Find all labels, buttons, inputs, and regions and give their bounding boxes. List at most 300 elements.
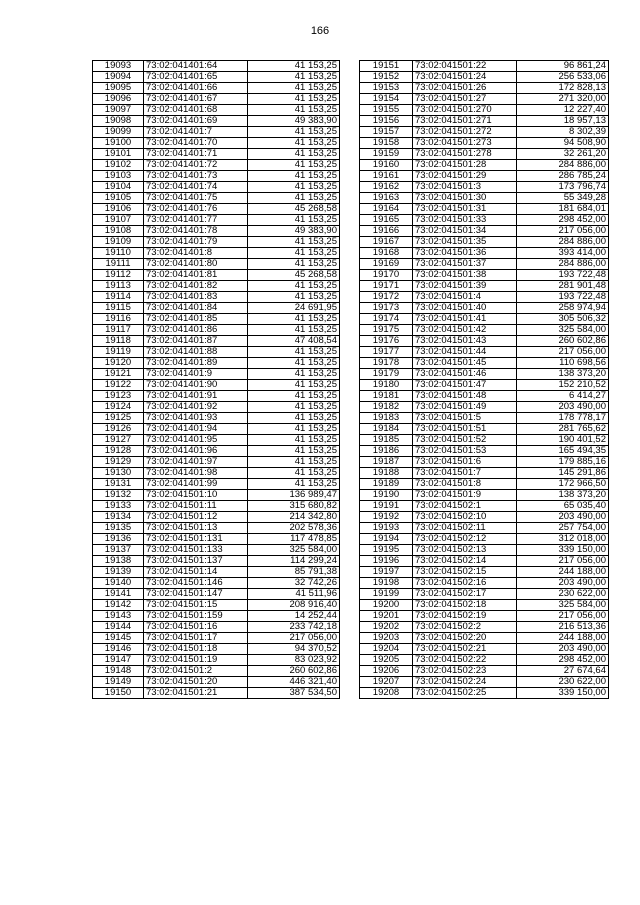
- row-number-cell: 19102: [93, 160, 144, 171]
- table-row: [93, 281, 340, 292]
- cadastral-number-cell: 73:02:041401:90: [144, 380, 248, 391]
- row-number-cell: 19101: [93, 149, 144, 160]
- row-number-cell: 19162: [360, 182, 413, 193]
- table-row: [360, 490, 609, 501]
- value-cell: 41 153,25: [248, 237, 340, 248]
- table-row: [93, 72, 340, 83]
- value-cell: 12 227,40: [517, 105, 609, 116]
- cadastral-number-cell: 73:02:041501:48: [413, 391, 517, 402]
- row-number-cell: 19123: [93, 391, 144, 402]
- row-number-cell: 19105: [93, 193, 144, 204]
- cadastral-number-cell: 73:02:041401:82: [144, 281, 248, 292]
- row-number-cell: 19203: [360, 633, 413, 644]
- table-row: [93, 446, 340, 457]
- row-number-cell: 19207: [360, 677, 413, 688]
- cadastral-number-cell: 73:02:041501:24: [413, 72, 517, 83]
- value-cell: 41 153,25: [248, 127, 340, 138]
- value-cell: 8 302,39: [517, 127, 609, 138]
- value-cell: 193 722,48: [517, 270, 609, 281]
- row-number-cell: 19107: [93, 215, 144, 226]
- cadastral-number-cell: 73:02:041501:15: [144, 600, 248, 611]
- table-row: [93, 424, 340, 435]
- row-number-cell: 19170: [360, 270, 413, 281]
- row-number-cell: 19119: [93, 347, 144, 358]
- row-number-cell: 19130: [93, 468, 144, 479]
- value-cell: 45 268,58: [248, 204, 340, 215]
- row-number-cell: 19188: [360, 468, 413, 479]
- value-cell: 258 974,94: [517, 303, 609, 314]
- cadastral-number-cell: 73:02:041501:5: [413, 413, 517, 424]
- table-row: [360, 215, 609, 226]
- row-number-cell: 19185: [360, 435, 413, 446]
- cadastral-number-cell: 73:02:041501:47: [413, 380, 517, 391]
- table-row: [360, 435, 609, 446]
- value-cell: 41 153,25: [248, 314, 340, 325]
- value-cell: 208 916,40: [248, 600, 340, 611]
- cadastral-number-cell: 73:02:041501:8: [413, 479, 517, 490]
- cadastral-number-cell: 73:02:041501:146: [144, 578, 248, 589]
- table-row: [360, 204, 609, 215]
- cadastral-number-cell: 73:02:041401:96: [144, 446, 248, 457]
- cadastral-number-cell: 73:02:041501:271: [413, 116, 517, 127]
- value-cell: 41 153,25: [248, 391, 340, 402]
- row-number-cell: 19100: [93, 138, 144, 149]
- cadastral-number-cell: 73:02:041501:42: [413, 325, 517, 336]
- value-cell: 325 584,00: [248, 545, 340, 556]
- row-number-cell: 19103: [93, 171, 144, 182]
- cadastral-number-cell: 73:02:041401:73: [144, 171, 248, 182]
- table-row: [93, 138, 340, 149]
- table-row: [93, 622, 340, 633]
- table-row: [360, 655, 609, 666]
- row-number-cell: 19143: [93, 611, 144, 622]
- cadastral-number-cell: 73:02:041501:53: [413, 446, 517, 457]
- table-row: [360, 468, 609, 479]
- table-row: [360, 523, 609, 534]
- cadastral-number-cell: 73:02:041401:88: [144, 347, 248, 358]
- value-cell: 244 188,00: [517, 567, 609, 578]
- table-row: [360, 413, 609, 424]
- cadastral-number-cell: 73:02:041501:272: [413, 127, 517, 138]
- table-row: [93, 325, 340, 336]
- table-row: [360, 259, 609, 270]
- row-number-cell: 19202: [360, 622, 413, 633]
- table-row: [93, 248, 340, 259]
- cadastral-number-cell: 73:02:041501:17: [144, 633, 248, 644]
- row-number-cell: 19135: [93, 523, 144, 534]
- value-cell: 94 508,90: [517, 138, 609, 149]
- table-row: [93, 369, 340, 380]
- row-number-cell: 19194: [360, 534, 413, 545]
- row-number-cell: 19126: [93, 424, 144, 435]
- value-cell: 41 153,25: [248, 215, 340, 226]
- table-row: [360, 402, 609, 413]
- value-cell: 117 478,85: [248, 534, 340, 545]
- table-row: [93, 589, 340, 600]
- table-row: [360, 424, 609, 435]
- table-row: [360, 666, 609, 677]
- row-number-cell: 19115: [93, 303, 144, 314]
- row-number-cell: 19136: [93, 534, 144, 545]
- value-cell: 41 153,25: [248, 193, 340, 204]
- cadastral-number-cell: 73:02:041502:25: [413, 688, 517, 699]
- cadastral-number-cell: 73:02:041401:95: [144, 435, 248, 446]
- row-number-cell: 19175: [360, 325, 413, 336]
- cadastral-number-cell: 73:02:041501:19: [144, 655, 248, 666]
- row-number-cell: 19166: [360, 226, 413, 237]
- cadastral-number-cell: 73:02:041401:93: [144, 413, 248, 424]
- row-number-cell: 19201: [360, 611, 413, 622]
- row-number-cell: 19181: [360, 391, 413, 402]
- cadastral-number-cell: 73:02:041501:3: [413, 182, 517, 193]
- row-number-cell: 19118: [93, 336, 144, 347]
- cadastral-number-cell: 73:02:041501:52: [413, 435, 517, 446]
- value-cell: 230 622,00: [517, 589, 609, 600]
- cadastral-number-cell: 73:02:041401:98: [144, 468, 248, 479]
- cadastral-number-cell: 73:02:041401:91: [144, 391, 248, 402]
- table-row: [360, 160, 609, 171]
- value-cell: 41 153,25: [248, 94, 340, 105]
- row-number-cell: 19149: [93, 677, 144, 688]
- cadastral-number-cell: 73:02:041401:9: [144, 369, 248, 380]
- cadastral-number-cell: 73:02:041501:13: [144, 523, 248, 534]
- table-row: [360, 237, 609, 248]
- cadastral-number-cell: 73:02:041501:36: [413, 248, 517, 259]
- value-cell: 41 153,25: [248, 292, 340, 303]
- cadastral-number-cell: 73:02:041502:14: [413, 556, 517, 567]
- row-number-cell: 19144: [93, 622, 144, 633]
- row-number-cell: 19122: [93, 380, 144, 391]
- table-row: [360, 479, 609, 490]
- cadastral-number-cell: 73:02:041501:4: [413, 292, 517, 303]
- value-cell: 41 153,25: [248, 138, 340, 149]
- cadastral-number-cell: 73:02:041501:29: [413, 171, 517, 182]
- row-number-cell: 19155: [360, 105, 413, 116]
- cadastral-number-cell: 73:02:041501:137: [144, 556, 248, 567]
- value-cell: 217 056,00: [517, 226, 609, 237]
- table-row: [93, 149, 340, 160]
- left-table-body: [93, 61, 340, 699]
- cadastral-number-cell: 73:02:041501:7: [413, 468, 517, 479]
- cadastral-number-cell: 73:02:041502:22: [413, 655, 517, 666]
- table-row: [360, 226, 609, 237]
- row-number-cell: 19128: [93, 446, 144, 457]
- table-row: [360, 446, 609, 457]
- value-cell: 284 886,00: [517, 160, 609, 171]
- table-row: [360, 314, 609, 325]
- cadastral-number-cell: 73:02:041501:30: [413, 193, 517, 204]
- row-number-cell: 19186: [360, 446, 413, 457]
- value-cell: 387 534,50: [248, 688, 340, 699]
- right-registry-table: [359, 60, 609, 699]
- cadastral-number-cell: 73:02:041401:74: [144, 182, 248, 193]
- cadastral-number-cell: 73:02:041401:97: [144, 457, 248, 468]
- cadastral-number-cell: 73:02:041501:46: [413, 369, 517, 380]
- value-cell: 41 153,25: [248, 325, 340, 336]
- value-cell: 41 153,25: [248, 435, 340, 446]
- table-row: [93, 633, 340, 644]
- table-row: [93, 677, 340, 688]
- table-row: [360, 457, 609, 468]
- value-cell: 83 023,92: [248, 655, 340, 666]
- table-row: [93, 479, 340, 490]
- cadastral-number-cell: 73:02:041401:79: [144, 237, 248, 248]
- cadastral-number-cell: 73:02:041501:41: [413, 314, 517, 325]
- table-row: [93, 61, 340, 72]
- row-number-cell: 19171: [360, 281, 413, 292]
- row-number-cell: 19139: [93, 567, 144, 578]
- value-cell: 339 150,00: [517, 545, 609, 556]
- row-number-cell: 19138: [93, 556, 144, 567]
- table-row: [93, 193, 340, 204]
- table-row: [93, 270, 340, 281]
- value-cell: 49 383,90: [248, 116, 340, 127]
- value-cell: 172 966,50: [517, 479, 609, 490]
- row-number-cell: 19117: [93, 325, 144, 336]
- table-row: [360, 622, 609, 633]
- cadastral-number-cell: 73:02:041401:68: [144, 105, 248, 116]
- row-number-cell: 19152: [360, 72, 413, 83]
- cadastral-number-cell: 73:02:041502:21: [413, 644, 517, 655]
- table-row: [93, 83, 340, 94]
- cadastral-number-cell: 73:02:041501:49: [413, 402, 517, 413]
- value-cell: 244 188,00: [517, 633, 609, 644]
- value-cell: 110 698,56: [517, 358, 609, 369]
- row-number-cell: 19145: [93, 633, 144, 644]
- table-row: [360, 127, 609, 138]
- value-cell: 14 252,44: [248, 611, 340, 622]
- table-row: [360, 677, 609, 688]
- value-cell: 178 778,17: [517, 413, 609, 424]
- cadastral-number-cell: 73:02:041501:10: [144, 490, 248, 501]
- cadastral-number-cell: 73:02:041501:6: [413, 457, 517, 468]
- row-number-cell: 19161: [360, 171, 413, 182]
- table-row: [93, 545, 340, 556]
- cadastral-number-cell: 73:02:041502:15: [413, 567, 517, 578]
- cadastral-number-cell: 73:02:041502:18: [413, 600, 517, 611]
- row-number-cell: 19208: [360, 688, 413, 699]
- table-row: [93, 413, 340, 424]
- table-row: [93, 534, 340, 545]
- value-cell: 202 578,36: [248, 523, 340, 534]
- cadastral-number-cell: 73:02:041502:11: [413, 523, 517, 534]
- value-cell: 173 796,74: [517, 182, 609, 193]
- table-row: [360, 281, 609, 292]
- row-number-cell: 19192: [360, 512, 413, 523]
- value-cell: 41 153,25: [248, 281, 340, 292]
- table-row: [93, 578, 340, 589]
- value-cell: 41 153,25: [248, 380, 340, 391]
- value-cell: 312 018,00: [517, 534, 609, 545]
- table-row: [93, 259, 340, 270]
- table-row: [93, 292, 340, 303]
- table-row: [93, 347, 340, 358]
- cadastral-number-cell: 73:02:041501:14: [144, 567, 248, 578]
- cadastral-number-cell: 73:02:041401:66: [144, 83, 248, 94]
- cadastral-number-cell: 73:02:041501:21: [144, 688, 248, 699]
- cadastral-number-cell: 73:02:041501:27: [413, 94, 517, 105]
- value-cell: 24 691,95: [248, 303, 340, 314]
- cadastral-number-cell: 73:02:041502:24: [413, 677, 517, 688]
- value-cell: 271 320,00: [517, 94, 609, 105]
- value-cell: 181 684,01: [517, 204, 609, 215]
- value-cell: 41 153,25: [248, 105, 340, 116]
- row-number-cell: 19095: [93, 83, 144, 94]
- table-row: [93, 402, 340, 413]
- row-number-cell: 19182: [360, 402, 413, 413]
- value-cell: 203 490,00: [517, 578, 609, 589]
- row-number-cell: 19191: [360, 501, 413, 512]
- value-cell: 179 885,16: [517, 457, 609, 468]
- table-row: [360, 270, 609, 281]
- value-cell: 41 153,25: [248, 248, 340, 259]
- cadastral-number-cell: 73:02:041501:34: [413, 226, 517, 237]
- row-number-cell: 19097: [93, 105, 144, 116]
- table-row: [93, 567, 340, 578]
- cadastral-number-cell: 73:02:041401:76: [144, 204, 248, 215]
- row-number-cell: 19180: [360, 380, 413, 391]
- table-row: [360, 578, 609, 589]
- cadastral-number-cell: 73:02:041501:18: [144, 644, 248, 655]
- value-cell: 114 299,24: [248, 556, 340, 567]
- value-cell: 152 210,52: [517, 380, 609, 391]
- value-cell: 41 153,25: [248, 347, 340, 358]
- row-number-cell: 19141: [93, 589, 144, 600]
- row-number-cell: 19110: [93, 248, 144, 259]
- row-number-cell: 19173: [360, 303, 413, 314]
- row-number-cell: 19204: [360, 644, 413, 655]
- value-cell: 27 674,64: [517, 666, 609, 677]
- cadastral-number-cell: 73:02:041501:16: [144, 622, 248, 633]
- cadastral-number-cell: 73:02:041401:80: [144, 259, 248, 270]
- row-number-cell: 19120: [93, 358, 144, 369]
- value-cell: 136 989,47: [248, 490, 340, 501]
- row-number-cell: 19111: [93, 259, 144, 270]
- cadastral-number-cell: 73:02:041501:51: [413, 424, 517, 435]
- value-cell: 281 901,48: [517, 281, 609, 292]
- table-row: [360, 391, 609, 402]
- table-row: [93, 644, 340, 655]
- table-row: [93, 215, 340, 226]
- cadastral-number-cell: 73:02:041502:13: [413, 545, 517, 556]
- row-number-cell: 19206: [360, 666, 413, 677]
- value-cell: 41 153,25: [248, 160, 340, 171]
- row-number-cell: 19151: [360, 61, 413, 72]
- value-cell: 193 722,48: [517, 292, 609, 303]
- cadastral-number-cell: 73:02:041401:75: [144, 193, 248, 204]
- cadastral-number-cell: 73:02:041501:11: [144, 501, 248, 512]
- cadastral-number-cell: 73:02:041501:22: [413, 61, 517, 72]
- cadastral-number-cell: 73:02:041401:72: [144, 160, 248, 171]
- value-cell: 298 452,00: [517, 215, 609, 226]
- value-cell: 55 349,28: [517, 193, 609, 204]
- table-row: [360, 589, 609, 600]
- row-number-cell: 19134: [93, 512, 144, 523]
- table-row: [360, 325, 609, 336]
- value-cell: 339 150,00: [517, 688, 609, 699]
- value-cell: 65 035,40: [517, 501, 609, 512]
- value-cell: 32 261,20: [517, 149, 609, 160]
- value-cell: 41 153,25: [248, 358, 340, 369]
- row-number-cell: 19198: [360, 578, 413, 589]
- row-number-cell: 19099: [93, 127, 144, 138]
- row-number-cell: 19113: [93, 281, 144, 292]
- cadastral-number-cell: 73:02:041501:37: [413, 259, 517, 270]
- table-row: [93, 391, 340, 402]
- table-row: [93, 160, 340, 171]
- row-number-cell: 19157: [360, 127, 413, 138]
- row-number-cell: 19193: [360, 523, 413, 534]
- table-row: [360, 545, 609, 556]
- row-number-cell: 19108: [93, 226, 144, 237]
- row-number-cell: 19177: [360, 347, 413, 358]
- row-number-cell: 19167: [360, 237, 413, 248]
- table-row: [360, 292, 609, 303]
- row-number-cell: 19127: [93, 435, 144, 446]
- value-cell: 203 490,00: [517, 512, 609, 523]
- cadastral-number-cell: 73:02:041501:40: [413, 303, 517, 314]
- table-row: [360, 600, 609, 611]
- value-cell: 41 153,25: [248, 457, 340, 468]
- cadastral-number-cell: 73:02:041501:38: [413, 270, 517, 281]
- row-number-cell: 19104: [93, 182, 144, 193]
- table-row: [93, 380, 340, 391]
- row-number-cell: 19148: [93, 666, 144, 677]
- row-number-cell: 19183: [360, 413, 413, 424]
- row-number-cell: 19156: [360, 116, 413, 127]
- value-cell: 41 153,25: [248, 468, 340, 479]
- value-cell: 145 291,86: [517, 468, 609, 479]
- row-number-cell: 19131: [93, 479, 144, 490]
- row-number-cell: 19114: [93, 292, 144, 303]
- cadastral-number-cell: 73:02:041501:31: [413, 204, 517, 215]
- cadastral-number-cell: 73:02:041501:278: [413, 149, 517, 160]
- cadastral-number-cell: 73:02:041502:2: [413, 622, 517, 633]
- value-cell: 41 153,25: [248, 171, 340, 182]
- value-cell: 41 153,25: [248, 72, 340, 83]
- value-cell: 315 680,82: [248, 501, 340, 512]
- cadastral-number-cell: 73:02:041501:44: [413, 347, 517, 358]
- row-number-cell: 19098: [93, 116, 144, 127]
- cadastral-number-cell: 73:02:041501:12: [144, 512, 248, 523]
- cadastral-number-cell: 73:02:041501:28: [413, 160, 517, 171]
- cadastral-number-cell: 73:02:041502:23: [413, 666, 517, 677]
- table-row: [93, 435, 340, 446]
- cadastral-number-cell: 73:02:041401:81: [144, 270, 248, 281]
- table-row: [93, 468, 340, 479]
- value-cell: 41 153,25: [248, 83, 340, 94]
- value-cell: 41 153,25: [248, 479, 340, 490]
- row-number-cell: 19197: [360, 567, 413, 578]
- table-row: [360, 171, 609, 182]
- table-row: [93, 226, 340, 237]
- table-row: [93, 512, 340, 523]
- row-number-cell: 19132: [93, 490, 144, 501]
- cadastral-number-cell: 73:02:041502:10: [413, 512, 517, 523]
- table-row: [93, 611, 340, 622]
- value-cell: 214 342,80: [248, 512, 340, 523]
- row-number-cell: 19142: [93, 600, 144, 611]
- row-number-cell: 19163: [360, 193, 413, 204]
- value-cell: 41 153,25: [248, 61, 340, 72]
- cadastral-number-cell: 73:02:041501:159: [144, 611, 248, 622]
- cadastral-number-cell: 73:02:041401:86: [144, 325, 248, 336]
- value-cell: 281 765,62: [517, 424, 609, 435]
- table-row: [93, 303, 340, 314]
- row-number-cell: 19168: [360, 248, 413, 259]
- cadastral-number-cell: 73:02:041501:45: [413, 358, 517, 369]
- table-row: [93, 556, 340, 567]
